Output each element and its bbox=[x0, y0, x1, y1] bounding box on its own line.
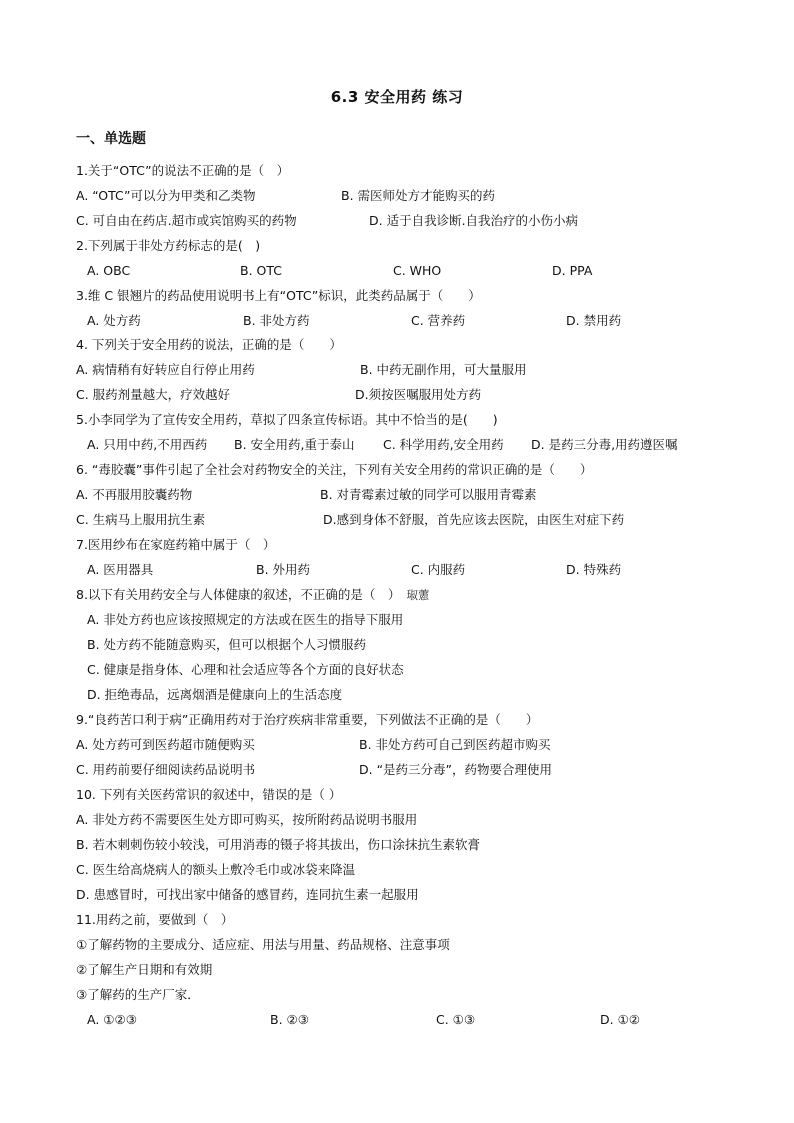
question-10-option-c[interactable]: C. 医生给高烧病人的额头上敷冷毛巾或冰袋来降温 bbox=[76, 862, 356, 877]
question-11-item-2: ②了解生产日期和有效期 bbox=[76, 962, 213, 977]
question-1-option-c[interactable]: C. 可自由在药店.超市或宾馆购买的药物 bbox=[76, 213, 297, 228]
question-3-stem: 3.维 C 银翘片的药品使用说明书上有“OTC”标识，此类药品属于（ ） bbox=[76, 288, 481, 303]
question-6-stem: 6. “毒胶囊”事件引起了全社会对药物安全的关注，下列有关安全用药的常识正确的是（ ） bbox=[76, 462, 593, 477]
question-6-option-a[interactable]: A. 不再服用胶囊药物 bbox=[76, 487, 193, 502]
question-3-option-d[interactable]: D. 禁用药 bbox=[566, 313, 622, 328]
section-heading: 一、单选题 bbox=[76, 131, 146, 147]
question-10-option-d[interactable]: D. 患感冒时，可找出家中储备的感冒药，连同抗生素一起服用 bbox=[76, 887, 419, 902]
question-8-option-b[interactable]: B. 处方药不能随意购买，但可以根据个人习惯服药 bbox=[87, 637, 367, 652]
question-11-option-c[interactable]: C. ①③ bbox=[436, 1012, 476, 1027]
question-1-option-a[interactable]: A. “OTC”可以分为甲类和乙类物 bbox=[76, 188, 256, 203]
question-2-stem: 2.下列属于非处方药标志的是( ) bbox=[76, 238, 261, 253]
question-11-option-b[interactable]: B. ②③ bbox=[270, 1012, 309, 1027]
question-11-item-3: ③了解药的生产厂家． bbox=[76, 987, 200, 1002]
question-5-option-b[interactable]: B. 安全用药,重于泰山 bbox=[234, 437, 355, 452]
question-4-stem: 4. 下列关于安全用药的说法，正确的是（ ） bbox=[76, 337, 342, 352]
question-5-option-a[interactable]: A. 只用中药,不用西药 bbox=[87, 437, 208, 452]
page-title: 6.3 安全用药 练习 bbox=[330, 88, 464, 106]
question-6-option-b[interactable]: B. 对青霉素过敏的同学可以服用青霉素 bbox=[320, 487, 537, 502]
question-8-option-c[interactable]: C. 健康是指身体、心理和社会适应等各个方面的良好状态 bbox=[87, 662, 404, 677]
question-5-stem: 5.小李同学为了宣传安全用药，草拟了四条宣传标语。其中不恰当的是( ) bbox=[76, 412, 498, 427]
question-8-stem-mark: 琡藼 bbox=[406, 588, 430, 602]
question-10-option-b[interactable]: B. 若木刺刺伤较小较浅，可用消毒的镊子将其拔出，伤口涂抹抗生素软膏 bbox=[76, 837, 481, 852]
question-11-item-1: ①了解药物的主要成分、适应症、用法与用量、药品规格、注意事项 bbox=[76, 937, 450, 952]
question-7-option-b[interactable]: B. 外用药 bbox=[256, 562, 311, 577]
question-11-option-a[interactable]: A. ①②③ bbox=[87, 1012, 137, 1027]
question-2-option-b[interactable]: B. OTC bbox=[240, 263, 282, 278]
question-2-option-c[interactable]: C. WHO bbox=[393, 263, 442, 278]
question-9-stem: 9.“良药苦口利于病”正确用药对于治疗疾病非常重要，下列做法不正确的是（ ） bbox=[76, 712, 539, 727]
question-6-option-c[interactable]: C. 生病马上服用抗生素 bbox=[76, 512, 206, 527]
question-8-option-d[interactable]: D. 拒绝毒品，远离烟酒是健康向上的生活态度 bbox=[87, 687, 343, 702]
question-11-stem: 11.用药之前，要做到（ ） bbox=[76, 912, 234, 927]
question-9-option-d[interactable]: D. “是药三分毒”，药物要合理使用 bbox=[359, 762, 553, 777]
question-5-option-d[interactable]: D. 是药三分毒,用药遵医嘱 bbox=[531, 437, 678, 452]
question-3-option-a[interactable]: A. 处方药 bbox=[87, 313, 141, 328]
question-10-stem: 10. 下列有关医药常识的叙述中，错误的是（ ） bbox=[76, 787, 342, 802]
question-4-option-d[interactable]: D.须按医嘱服用处方药 bbox=[355, 387, 482, 402]
question-2-option-a[interactable]: A. OBC bbox=[87, 263, 131, 278]
question-7-stem: 7.医用纱布在家庭药箱中属于（ ） bbox=[76, 537, 276, 552]
question-3-option-c[interactable]: C. 营养药 bbox=[411, 313, 466, 328]
question-1-stem: 1.关于“OTC”的说法不正确的是（ ） bbox=[76, 163, 290, 178]
question-9-option-c[interactable]: C. 用药前要仔细阅读药品说明书 bbox=[76, 762, 256, 777]
question-4-option-a[interactable]: A. 病情稍有好转应自行停止用药 bbox=[76, 362, 255, 377]
question-8-option-a[interactable]: A. 非处方药也应该按照规定的方法或在医生的指导下服用 bbox=[87, 612, 404, 627]
question-11-option-d[interactable]: D. ①② bbox=[600, 1012, 640, 1027]
question-10-option-a[interactable]: A. 非处方药不需要医生处方即可购买，按所附药品说明书服用 bbox=[76, 812, 418, 827]
question-5-option-c[interactable]: C. 科学用药,安全用药 bbox=[383, 437, 504, 452]
question-7-option-d[interactable]: D. 特殊药 bbox=[566, 562, 622, 577]
question-9-option-b[interactable]: B. 非处方药可自己到医药超市购买 bbox=[359, 737, 551, 752]
question-9-option-a[interactable]: A. 处方药可到医药超市随便购买 bbox=[76, 737, 255, 752]
question-4-option-b[interactable]: B. 中药无副作用，可大量服用 bbox=[360, 362, 527, 377]
question-1-option-b[interactable]: B. 需医师处方才能购买的药 bbox=[341, 188, 496, 203]
question-1-option-d[interactable]: D. 适于自我诊断.自我治疗的小伤小病 bbox=[369, 213, 579, 228]
question-6-option-d[interactable]: D.感到身体不舒服，首先应该去医院，由医生对症下药 bbox=[323, 512, 625, 527]
question-8-stem bbox=[76, 586, 429, 604]
question-4-option-c[interactable]: C. 服药剂量越大，疗效越好 bbox=[76, 387, 231, 402]
question-3-option-b[interactable]: B. 非处方药 bbox=[243, 313, 310, 328]
question-7-option-c[interactable]: C. 内服药 bbox=[411, 562, 466, 577]
question-2-option-d[interactable]: D. PPA bbox=[552, 263, 593, 278]
question-7-option-a[interactable]: A. 医用器具 bbox=[87, 562, 154, 577]
question-8-stem-text: 8.以下有关用药安全与人体健康的叙述，不正确的是（ ） bbox=[76, 587, 401, 602]
